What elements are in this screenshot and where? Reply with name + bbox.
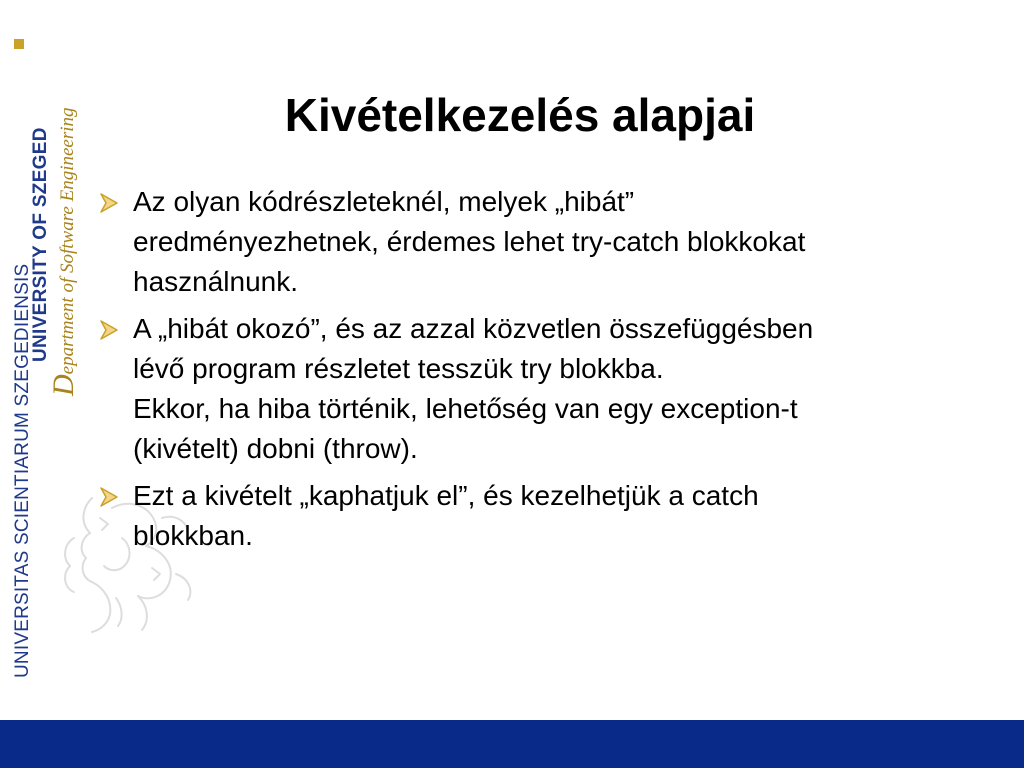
bullet-line: lévő program részletet tesszük try blokkba. — [133, 353, 664, 384]
arrow-bullet-icon — [98, 192, 120, 214]
bullet-line: (kivételt) dobni (throw). — [133, 433, 418, 464]
footer-band — [0, 720, 1024, 768]
bullet-line: Ekkor, ha hiba történik, lehetőség van egy exception-t — [133, 393, 798, 424]
arrow-bullet-icon — [98, 486, 120, 508]
arrow-bullet-icon — [98, 319, 120, 341]
bullet-line: A „hibát okozó”, és az azzal közvetlen összefüggésben — [133, 313, 814, 344]
latin-motto: UNIVERSITAS SCIENTIARUM SZEGEDIENSIS — [12, 263, 33, 678]
department-name-rest: epartment of Software Engineering — [57, 107, 78, 375]
bullet-item — [98, 309, 988, 469]
bullet-line: eredményezhetnek, érdemes lehet try-catch blokkokat — [133, 226, 806, 257]
bullet-list — [98, 182, 988, 563]
department-initial: D — [47, 374, 80, 396]
gold-square-decoration — [14, 39, 24, 49]
bullet-line: blokkban. — [133, 520, 253, 551]
university-name: UNIVERSITY OF SZEGED — [30, 127, 51, 362]
bullet-line: Az olyan kódrészleteknél, melyek „hibát” — [133, 186, 635, 217]
bullet-line: Ezt a kivételt „kaphatjuk el”, és kezelhetjük a catch — [133, 480, 759, 511]
slide-title: Kivételkezelés alapjai — [284, 89, 756, 141]
department-name — [47, 107, 81, 396]
bullet-item — [98, 476, 988, 556]
bullet-line: használnunk. — [133, 266, 299, 297]
bullet-item — [98, 182, 988, 302]
